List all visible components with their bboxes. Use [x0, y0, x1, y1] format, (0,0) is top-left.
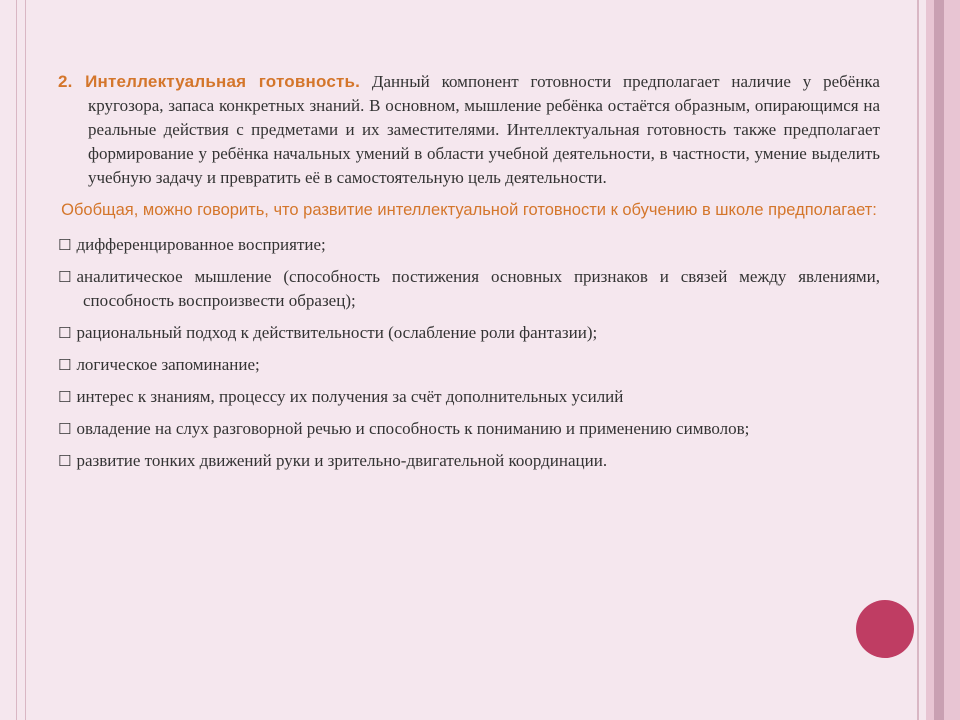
list-item-text: логическое запоминание;	[76, 355, 260, 374]
checkbox-icon: ☐	[58, 268, 72, 286]
checkbox-icon: ☐	[58, 420, 72, 438]
list-item	[58, 385, 880, 409]
list-item-text: рациональный подход к действительности (ослабление роли фантазии);	[76, 323, 598, 342]
list-item-text: интерес к знаниям, процессу их получения за счёт дополнительных усилий	[76, 387, 624, 406]
checkbox-icon: ☐	[58, 356, 72, 374]
summary-text: Обобщая, можно говорить, что развитие интеллектуальной готовности к обучению в школе предполагает:	[61, 201, 877, 219]
intro-text: Данный компонент готовности предполагает наличие у ребёнка кругозора, запаса конкретных знаний. В основном, мышление ребёнка остаётся образным, опирающимся на реальные действия с предметами и их заместителями. Интеллектуальная готовность также предполагает формирование у ребёнка начальных умений в области учебной деятельности, в частности, умение выделить учебную задачу и превратить её в самостоятельную цель деятельности.	[88, 72, 880, 187]
checkbox-icon: ☐	[58, 324, 72, 342]
right-stripe-light	[926, 0, 934, 720]
bullet-list	[58, 233, 880, 473]
list-item	[58, 265, 880, 313]
right-stripe-outer	[944, 0, 960, 720]
list-item	[58, 417, 880, 441]
list-item	[58, 321, 880, 345]
decorative-circle	[856, 600, 914, 658]
list-item-text: аналитическое мышление (способность постижения основных признаков и связей между явлениями, способность воспроизвести образец);	[76, 267, 880, 310]
section-heading: 2. Интеллектуальная готовность.	[58, 72, 361, 91]
list-item	[58, 233, 880, 257]
checkbox-icon: ☐	[58, 236, 72, 254]
intro-paragraph	[58, 70, 880, 190]
slide-content	[58, 70, 880, 481]
left-frame-line-inner	[25, 0, 26, 720]
right-frame-line	[917, 0, 919, 720]
list-item-text: дифференцированное восприятие;	[76, 235, 326, 254]
left-frame-line	[16, 0, 17, 720]
right-stripe-dark	[934, 0, 944, 720]
checkbox-icon: ☐	[58, 388, 72, 406]
list-item-text: развитие тонких движений руки и зрительно-двигательной координации.	[76, 451, 608, 470]
checkbox-icon: ☐	[58, 452, 72, 470]
list-item	[58, 353, 880, 377]
list-item	[58, 449, 880, 473]
list-item-text: овладение на слух разговорной речью и способность к пониманию и применению символов;	[76, 419, 750, 438]
